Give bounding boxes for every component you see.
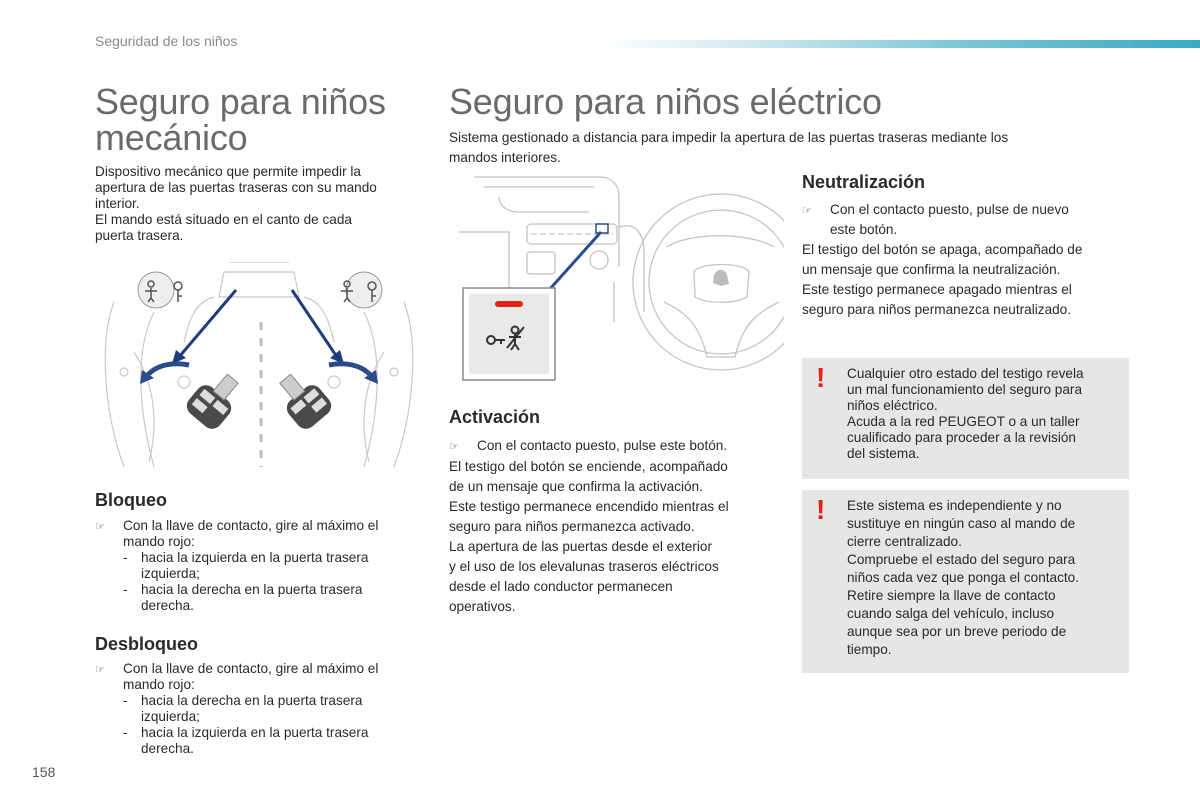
text-line: Este testigo permanece encendido mientras el	[449, 499, 729, 514]
text-line: hacia la derecha en la puerta trasera	[141, 582, 363, 597]
text-line: mandos interiores.	[449, 150, 561, 165]
text-line: y el uso de los elevalunas traseros eléctricos	[449, 559, 719, 574]
text-line: mando rojo:	[123, 677, 195, 692]
text-line: izquierda;	[141, 709, 200, 724]
text-line: puerta trasera.	[95, 228, 184, 243]
text-line: este botón.	[830, 222, 898, 237]
section-label: Seguridad de los niños	[95, 33, 238, 49]
text-line: hacia la derecha en la puerta trasera	[141, 693, 363, 708]
text-line: interior.	[95, 196, 140, 211]
text-line: El testigo del botón se enciende, acompañado	[449, 459, 728, 474]
text-line: apertura de las puertas traseras con su mando	[95, 180, 377, 195]
text-line: hacia la izquierda en la puerta trasera	[141, 725, 369, 740]
intro-mechanical	[95, 164, 425, 244]
dash-item	[95, 550, 425, 582]
warning-box-independent	[802, 490, 1129, 673]
text-line: sustituye en ningún caso al mando de	[847, 516, 1076, 531]
dash-marker: -	[123, 582, 128, 597]
text-line: Cualquier otro estado del testigo revela	[847, 366, 1084, 381]
neutralizacion-instructions	[802, 200, 1132, 320]
text-line: Con la llave de contacto, gire al máximo el	[123, 518, 379, 533]
text-line: El mando está situado en el canto de cada	[95, 212, 352, 227]
text-line: mando rojo:	[123, 534, 195, 549]
dash-marker: -	[123, 725, 128, 740]
bullet-item	[449, 436, 779, 457]
text-line: cierre centralizado.	[847, 534, 962, 549]
dash-marker: -	[123, 693, 128, 708]
warning-box-malfunction	[802, 358, 1129, 479]
bullet-item	[95, 518, 425, 550]
text-line: Este sistema es independiente y no	[847, 498, 1062, 513]
desbloqueo-instructions	[95, 661, 425, 757]
warning-text	[847, 366, 1119, 462]
text-line: El testigo del botón se apaga, acompañado de	[802, 242, 1083, 257]
text-line: niños eléctrico.	[847, 398, 938, 413]
text-line: Con la llave de contacto, gire al máximo el	[123, 661, 379, 676]
text-line: desde el lado conductor permanecen	[449, 579, 673, 594]
text-line: Sistema gestionado a distancia para impedir la apertura de las puertas traseras mediante los	[449, 130, 1009, 145]
intro-electric	[449, 128, 1129, 168]
dash-item	[95, 693, 425, 725]
text-line: izquierda;	[141, 566, 200, 581]
bullet-item	[802, 200, 1132, 240]
text-line: seguro para niños permanezca neutralizado.	[802, 302, 1072, 317]
text-line: La apertura de las puertas desde el exterior	[449, 539, 712, 554]
text-line: Acuda a la red PEUGEOT o a un taller	[847, 414, 1080, 429]
pointing-hand-icon: ☞	[449, 441, 459, 453]
dashboard-illustration	[449, 172, 784, 387]
bloqueo-instructions	[95, 518, 425, 614]
text-line: de un mensaje que confirma la activación.	[449, 479, 703, 494]
text-line: aunque sea por un breve periodo de	[847, 624, 1067, 639]
title-electric: Seguro para niños eléctrico	[449, 81, 882, 122]
dash-item	[95, 582, 425, 614]
text-line: derecha.	[141, 741, 194, 756]
bullet-item	[95, 661, 425, 693]
heading-neutralizacion: Neutralización	[802, 172, 926, 192]
text-line: Retire siempre la llave de contacto	[847, 588, 1056, 603]
text-line: cuando salga del vehículo, incluso	[847, 606, 1055, 621]
heading-desbloqueo: Desbloqueo	[95, 634, 199, 654]
text-line: Compruebe el estado del seguro para	[847, 552, 1076, 567]
warning-text	[847, 497, 1119, 659]
heading-activacion: Activación	[449, 407, 541, 427]
text-line: tiempo.	[847, 642, 892, 657]
text-line: hacia la izquierda en la puerta trasera	[141, 550, 369, 565]
text-line: un mal funcionamiento del seguro para	[847, 382, 1083, 397]
pointing-hand-icon: ☞	[95, 664, 105, 676]
pointing-hand-icon: ☞	[802, 205, 812, 217]
text-line: operativos.	[449, 599, 516, 614]
activacion-instructions	[449, 436, 779, 617]
text-line: cualificado para proceder a la revisión	[847, 430, 1076, 445]
text-line: derecha.	[141, 598, 194, 613]
text-line: Dispositivo mecánico que permite impedir la	[95, 164, 361, 179]
warning-icon: !	[816, 362, 826, 393]
text-line: niños cada vez que ponga el contacto.	[847, 570, 1080, 585]
title-mechanical: Seguro para niños mecánico	[95, 81, 386, 158]
header-accent-bar	[600, 40, 1200, 48]
text-line: Con el contacto puesto, pulse de nuevo	[830, 202, 1069, 217]
warning-icon: !	[816, 494, 826, 525]
page-number: 158	[32, 764, 56, 780]
heading-bloqueo: Bloqueo	[95, 490, 167, 510]
dash-item	[95, 725, 425, 757]
text-line: un mensaje que confirma la neutralización.	[802, 262, 1061, 277]
mechanical-lock-illustration	[94, 262, 424, 472]
dash-marker: -	[123, 550, 128, 565]
text-line: Este testigo permanece apagado mientras el	[802, 282, 1072, 297]
pointing-hand-icon: ☞	[95, 521, 105, 533]
text-line: del sistema.	[847, 446, 920, 461]
text-line: Con el contacto puesto, pulse este botón.	[477, 438, 728, 453]
text-line: seguro para niños permanezca activado.	[449, 519, 695, 534]
